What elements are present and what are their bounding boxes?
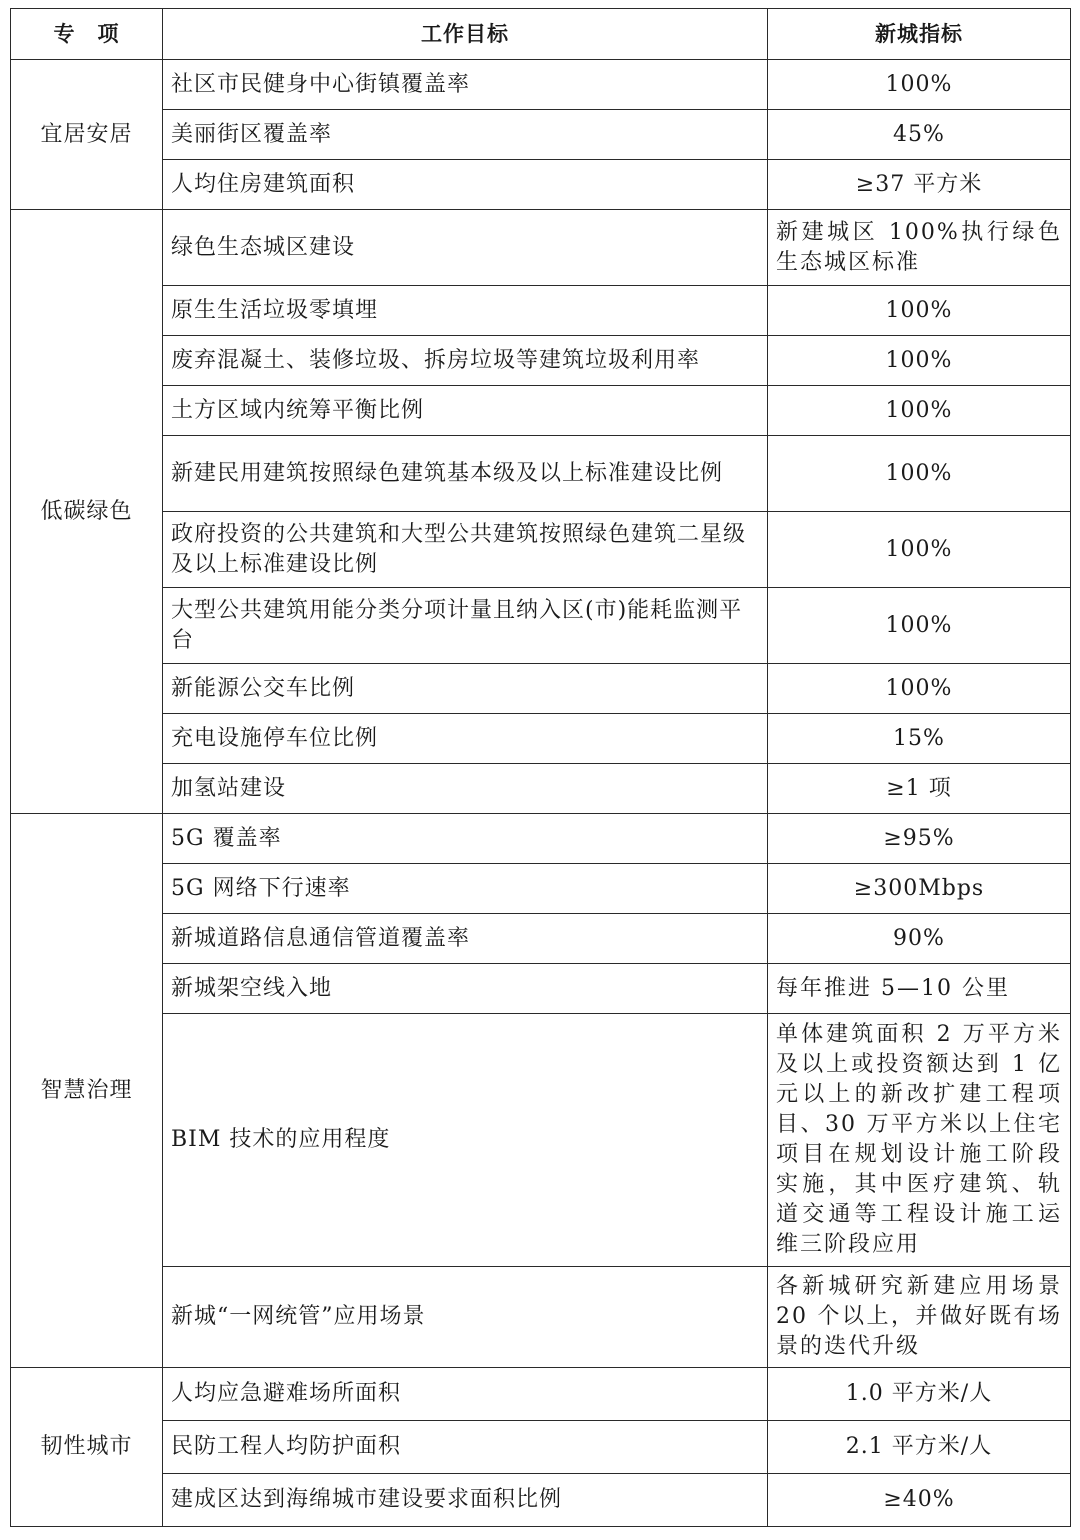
table-row (11, 210, 1071, 286)
indicator-cell: ≥37 平方米 (768, 160, 1071, 210)
goal-cell: 新建民用建筑按照绿色建筑基本级及以上标准建设比例 (163, 436, 768, 512)
category-cell: 韧性城市 (11, 1368, 163, 1527)
table-row (11, 1368, 1071, 1421)
table-row (11, 1421, 1071, 1474)
table-row (11, 286, 1071, 336)
indicator-cell: 2.1 平方米/人 (768, 1421, 1071, 1474)
indicator-cell: 单体建筑面积 2 万平方米及以上或投资额达到 1 亿元以上的新改扩建工程项目、30 万平方米以上住宅项目在规划设计施工阶段实施，其中医疗建筑、轨道交通等工程设计施工运维三阶段应用 (768, 1014, 1071, 1267)
indicator-cell: 100% (768, 286, 1071, 336)
table-row (11, 914, 1071, 964)
header-indicator: 新城指标 (768, 9, 1071, 60)
goal-cell: 废弃混凝土、装修垃圾、拆房垃圾等建筑垃圾利用率 (163, 336, 768, 386)
indicator-cell: ≥300Mbps (768, 864, 1071, 914)
category-cell: 智慧治理 (11, 814, 163, 1368)
header-category: 专 项 (11, 9, 163, 60)
indicator-cell: 45% (768, 110, 1071, 160)
goal-cell: BIM 技术的应用程度 (163, 1014, 768, 1267)
goal-cell: 5G 网络下行速率 (163, 864, 768, 914)
table-row (11, 386, 1071, 436)
table-row (11, 1267, 1071, 1368)
table-row (11, 110, 1071, 160)
table-row (11, 588, 1071, 664)
indicator-cell: 新建城区 100%执行绿色生态城区标准 (768, 210, 1071, 286)
category-cell: 低碳绿色 (11, 210, 163, 814)
indicator-cell: 每年推进 5—10 公里 (768, 964, 1071, 1014)
table-row (11, 764, 1071, 814)
goal-cell: 大型公共建筑用能分类分项计量且纳入区(市)能耗监测平台 (163, 588, 768, 664)
goal-cell: 新城道路信息通信管道覆盖率 (163, 914, 768, 964)
indicator-cell: ≥1 项 (768, 764, 1071, 814)
goal-cell: 建成区达到海绵城市建设要求面积比例 (163, 1474, 768, 1527)
table-row (11, 664, 1071, 714)
goal-cell: 加氢站建设 (163, 764, 768, 814)
indicator-cell: ≥40% (768, 1474, 1071, 1527)
goal-cell: 新能源公交车比例 (163, 664, 768, 714)
indicator-cell: 100% (768, 336, 1071, 386)
indicator-cell: 15% (768, 714, 1071, 764)
table-row (11, 714, 1071, 764)
goal-cell: 政府投资的公共建筑和大型公共建筑按照绿色建筑二星级及以上标准建设比例 (163, 512, 768, 588)
indicator-cell: 各新城研究新建应用场景 20 个以上，并做好既有场景的迭代升级 (768, 1267, 1071, 1368)
indicator-cell: 100% (768, 436, 1071, 512)
table-row (11, 336, 1071, 386)
table-row (11, 512, 1071, 588)
goal-cell: 新城架空线入地 (163, 964, 768, 1014)
table-row (11, 1014, 1071, 1267)
table-row (11, 160, 1071, 210)
header-goal: 工作目标 (163, 9, 768, 60)
goal-cell: 充电设施停车位比例 (163, 714, 768, 764)
header-row (11, 9, 1071, 60)
indicator-cell: 100% (768, 512, 1071, 588)
table-row (11, 60, 1071, 110)
goal-cell: 人均应急避难场所面积 (163, 1368, 768, 1421)
goal-cell: 人均住房建筑面积 (163, 160, 768, 210)
table-row (11, 436, 1071, 512)
table-row (11, 814, 1071, 864)
indicator-cell: 100% (768, 664, 1071, 714)
indicator-cell: 100% (768, 588, 1071, 664)
goal-cell: 原生生活垃圾零填埋 (163, 286, 768, 336)
table-row (11, 1474, 1071, 1527)
goal-cell: 土方区域内统筹平衡比例 (163, 386, 768, 436)
indicator-cell: 100% (768, 60, 1071, 110)
indicator-cell: 90% (768, 914, 1071, 964)
table-row (11, 864, 1071, 914)
goal-cell: 绿色生态城区建设 (163, 210, 768, 286)
goal-cell: 5G 覆盖率 (163, 814, 768, 864)
indicator-cell: 100% (768, 386, 1071, 436)
goal-cell: 社区市民健身中心街镇覆盖率 (163, 60, 768, 110)
table-row (11, 964, 1071, 1014)
indicator-table (10, 8, 1071, 1527)
category-cell: 宜居安居 (11, 60, 163, 210)
goal-cell: 新城“一网统管”应用场景 (163, 1267, 768, 1368)
goal-cell: 民防工程人均防护面积 (163, 1421, 768, 1474)
goal-cell: 美丽街区覆盖率 (163, 110, 768, 160)
table-body (11, 60, 1071, 1527)
indicator-cell: 1.0 平方米/人 (768, 1368, 1071, 1421)
indicator-cell: ≥95% (768, 814, 1071, 864)
